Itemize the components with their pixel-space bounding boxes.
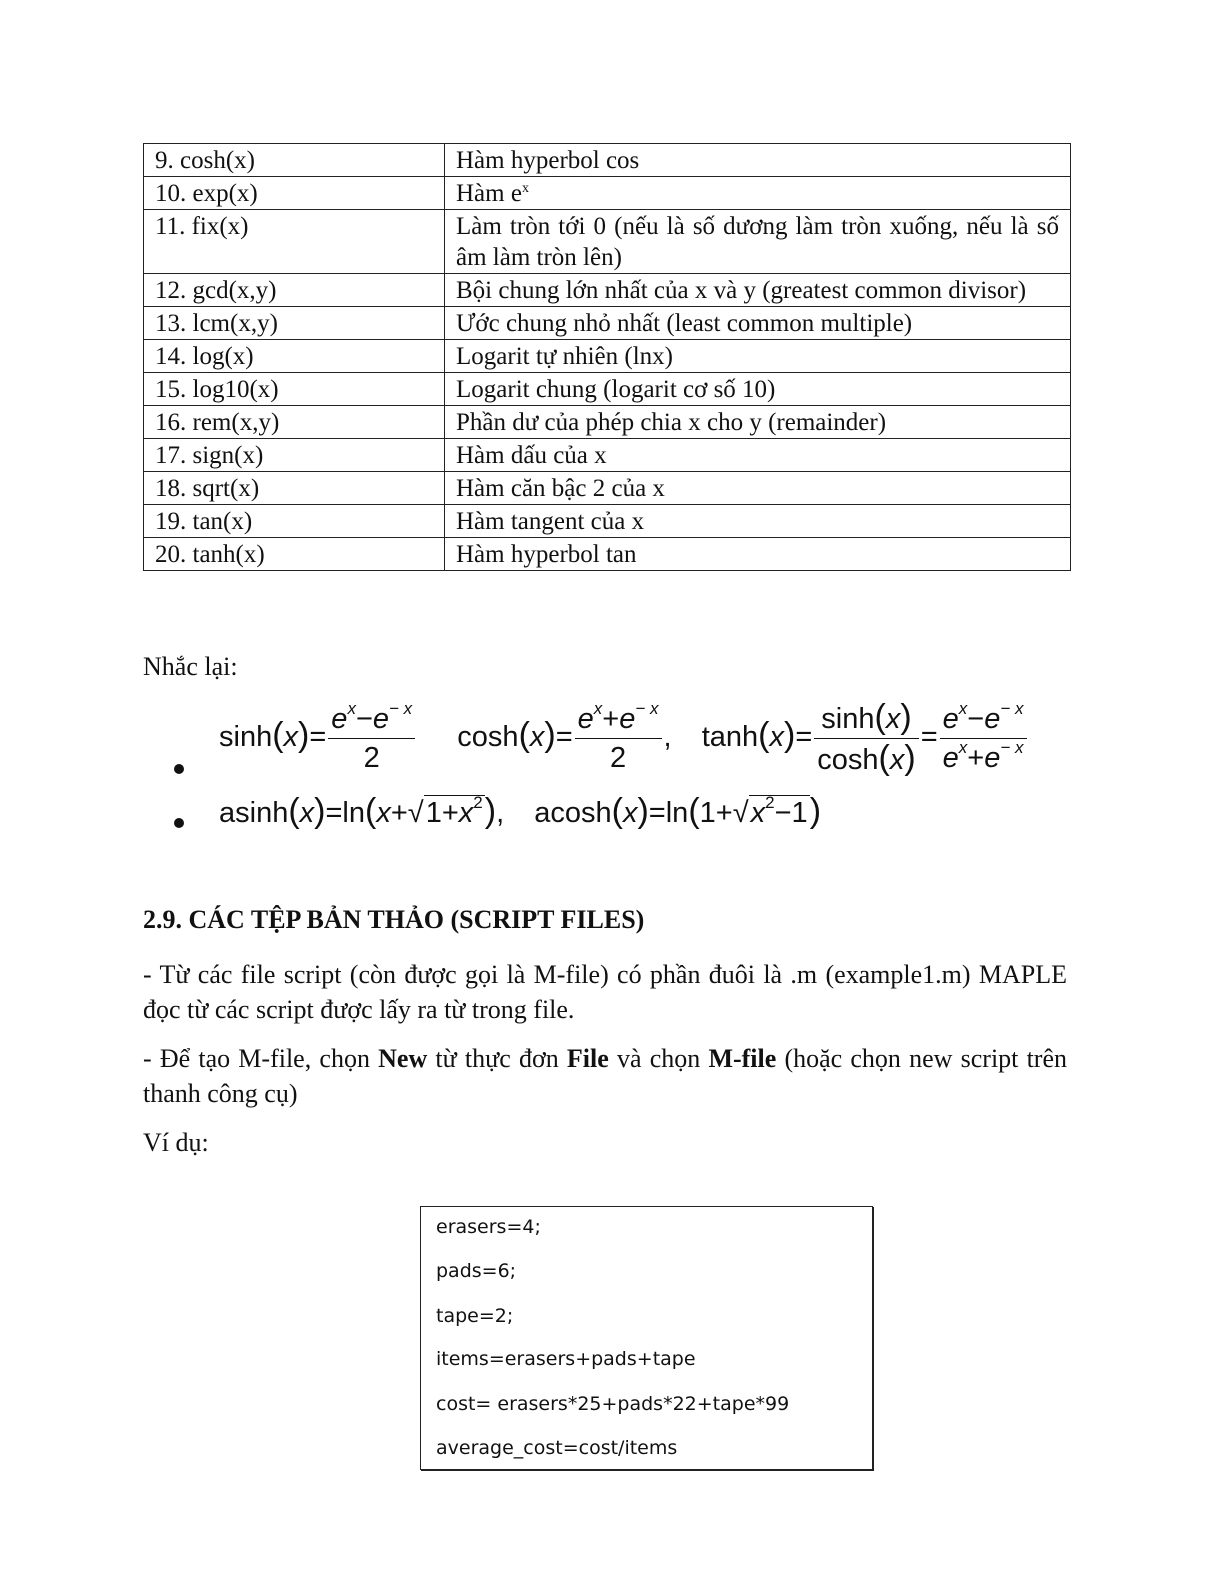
table-row [144,406,1071,439]
function-name-cell: 14. log(x) [144,340,445,373]
code-line: cost= erasers*25+pads*22+tape*99 [436,1393,790,1415]
function-name-cell: 20. tanh(x) [144,538,445,571]
function-description-cell: Hàm tangent của x [445,505,1071,538]
function-description-cell: Hàm hyperbol tan [445,538,1071,571]
code-line: tape=2; [436,1305,514,1327]
table-row [144,472,1071,505]
function-name-cell: 12. gcd(x,y) [144,274,445,307]
bold-file: File [566,1044,609,1073]
function-name-cell: 15. log10(x) [144,373,445,406]
function-name-cell: 18. sqrt(x) [144,472,445,505]
code-line: average_cost=cost/items [436,1437,678,1459]
function-description-cell: Hàm căn bậc 2 của x [445,472,1071,505]
table-row [144,144,1071,177]
section-heading: 2.9. CÁC TỆP BẢN THẢO (SCRIPT FILES) [143,905,645,934]
paragraph-script-files: - Từ các file script (còn được gọi là M-file) có phần đuôi là .m (example1.m) MAPLE đọc từ các script được lấy ra từ trong file. [143,960,1067,1024]
function-name-cell: 10. exp(x) [144,177,445,210]
table-row [144,505,1071,538]
function-description-cell: Logarit chung (logarit cơ số 10) [445,373,1071,406]
example-label: Ví dụ: [143,1128,209,1157]
table-row [144,439,1071,472]
function-description-cell: Hàm hyperbol cos [445,144,1071,177]
function-name-cell: 11. fix(x) [144,210,445,274]
function-name-cell: 17. sign(x) [144,439,445,472]
bold-new: New [378,1044,428,1073]
paragraph-create-mfile: - Để tạo M-file, chọn New từ thực đơn File và chọn M-file (hoặc chọn new script trên thanh công cụ) [143,1044,1067,1108]
bold-mfile: M-file [708,1044,777,1073]
table-row [144,210,1071,274]
code-line: items=erasers+pads+tape [436,1348,696,1370]
function-name-cell: 16. rem(x,y) [144,406,445,439]
bullet-dot [174,764,184,774]
function-description-cell: Phần dư của phép chia x cho y (remainder) [445,406,1071,439]
recall-label: Nhắc lại: [143,652,238,681]
table-row [144,538,1071,571]
table-row [144,274,1071,307]
function-description-cell: Hàm dấu của x [445,439,1071,472]
code-line: pads=6; [436,1260,517,1282]
function-description-cell: Ước chung nhỏ nhất (least common multiple) [445,307,1071,340]
table-row [144,340,1071,373]
code-line: erasers=4; [436,1216,541,1238]
formula-inverse-hyperbolic: $asinh(x)=\ln(x+√1+x^2)$, $acosh(x)=\ln(1+√x^2-1)$ [219,792,822,830]
function-name-cell: 13. lcm(x,y) [144,307,445,340]
function-description-cell: Hàm $e^x$ [445,177,1071,210]
function-description-cell: Làm tròn tới 0 (nếu là số dương làm tròn xuống, nếu là số âm làm tròn lên) [445,210,1071,274]
bullet-dot [174,818,184,828]
table-row [144,177,1071,210]
function-description-cell: Bội chung lớn nhất của x và y (greatest common divisor) [445,274,1071,307]
formula-hyperbolic-definitions: sinh(x)= $\frac{e^x-e^{- x}}{2}$ cosh(x)= $\frac{e^x+e^{- x}}{2}$ , tanh(x)= $\frac{\sinh(x)}{\cosh(x)}$ = $\frac{e^x-e^{- x}}{e^x+e^{- x}}$ [219,700,1029,777]
table-row [144,373,1071,406]
code-example-box [420,1206,873,1470]
function-description-cell: Logarit tự nhiên (lnx) [445,340,1071,373]
function-name-cell: 9. cosh(x) [144,144,445,177]
function-table [143,143,1071,571]
table-row [144,307,1071,340]
function-name-cell: 19. tan(x) [144,505,445,538]
